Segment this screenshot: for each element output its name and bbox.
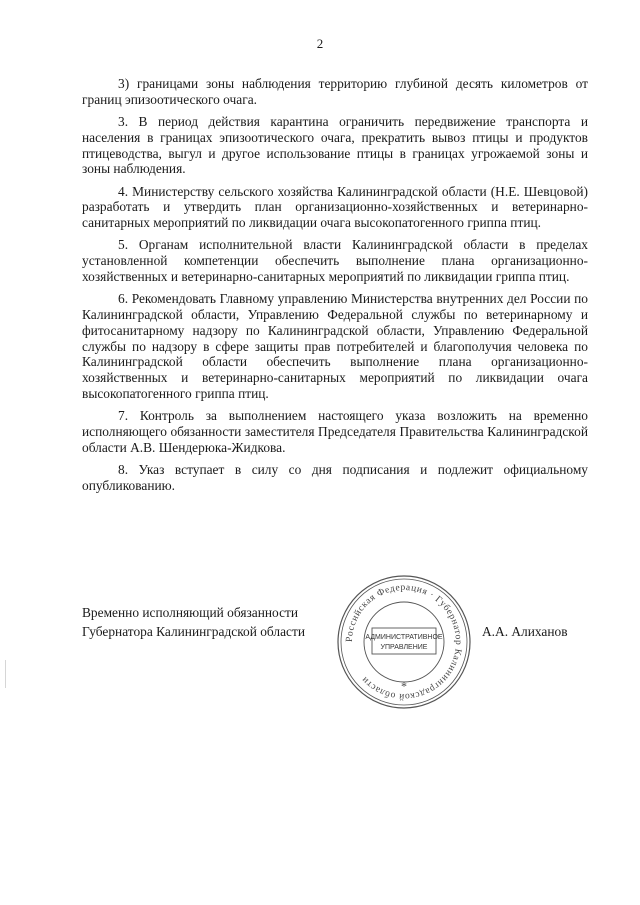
signatory-position-line-1: Временно исполняющий обязанности [82, 605, 299, 620]
signatory-name: А.А. Алиханов [482, 624, 568, 639]
seal-center-line-1: АДМИНИСТРАТИВНОЕ [365, 634, 443, 641]
paragraph-ministry-agriculture: 4. Министерству сельского хозяйства Калининградской области (Н.Е. Шевцовой) разработать и утвердить план организационно-хозяйственных и ветеринарно-санитарных мероприятий по ликвидации очага высокопатогенного гриппа птиц. [82, 183, 588, 231]
paragraph-quarantine: 3. В период действия карантина ограничить передвижение транспорта и населения в границах эпизоотического очага, прекратить вывоз птицы и продуктов птицеводства, выгул и другое использование птицы в границах угрожаемой зоны и зоны наблюдения. [82, 113, 588, 177]
document-body [82, 76, 588, 500]
paragraph-recommendation: 6. Рекомендовать Главному управлению Министерства внутренних дел России по Калининградской области, Управлению Федеральной службы по ветеринарному и фитосанитарному надзору по Калининградской области, Управлению Федеральной службы по надзору в сфере защиты прав потребителей и благополучия человека по Калининградской области обеспечить выполнение плана организационно-хозяйственных и ветеринарно-санитарных мероприятий по ликвидации очага высокопатогенного гриппа птиц. [82, 291, 588, 401]
page-number: 2 [316, 36, 324, 51]
margin-mark [5, 660, 6, 688]
official-seal [334, 572, 474, 712]
paragraph-zone-observation: 3) границами зоны наблюдения территорию глубиной десять километров от границ эпизоотического очага. [82, 76, 588, 107]
seal-ring-text: Российская Федерация · Губернатор Калининградской области [344, 582, 464, 702]
paragraph-executive-bodies: 5. Органам исполнительной власти Калининградской области в пределах установленной компетенции обеспечить выполнение плана организационно-хозяйственных и ветеринарно-санитарных мероприятий по ликвидации гриппа птиц. [82, 237, 588, 284]
paragraph-control: 7. Контроль за выполнением настоящего указа возложить на временно исполняющего обязанности заместителя Председателя Правительства Калининградской области А.В. Шендерюка-Жидкова. [82, 408, 588, 455]
signatory-position [82, 604, 305, 641]
seal-star: * [401, 679, 407, 693]
seal-center-line-2: УПРАВЛЕНИЕ [380, 644, 428, 651]
paragraph-entry-into-force: 8. Указ вступает в силу со дня подписания и подлежит официальному опубликованию. [82, 461, 588, 493]
signatory-position-line-2: Губернатора Калининградской области [82, 623, 305, 639]
